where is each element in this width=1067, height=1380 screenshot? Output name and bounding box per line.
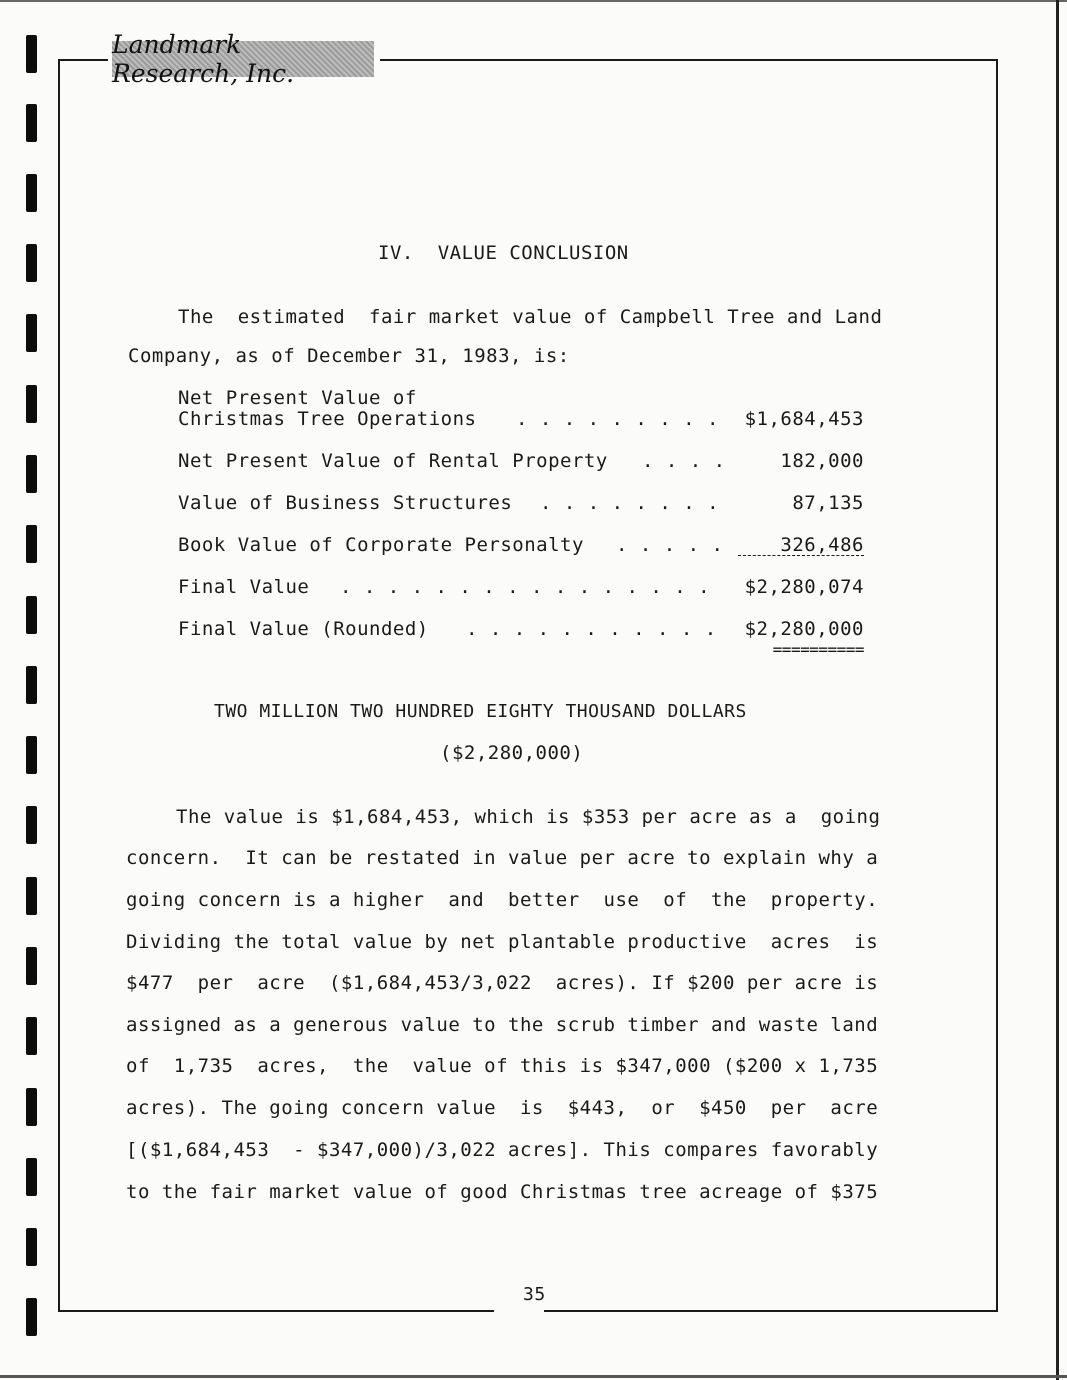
- value-row-amount: $2,280,000: [744, 618, 864, 640]
- body-line: concern. It can be restated in value per acre to explain why a: [126, 847, 879, 869]
- amount-in-words: TWO MILLION TWO HUNDRED EIGHTY THOUSAND DOLLARS: [214, 701, 747, 722]
- page-top-edge: [0, 0, 1067, 2]
- body-line: to the fair market value of good Christmas tree acreage of $375: [126, 1181, 879, 1203]
- frame-right: [996, 59, 998, 1310]
- binding-hole: [26, 1088, 37, 1126]
- binding-hole: [26, 455, 37, 493]
- page-right-edge: [1056, 0, 1059, 1380]
- amount-in-figures: ($2,280,000): [440, 742, 584, 764]
- value-row-leader: . . . . . . . . . . . . . . . .: [340, 576, 711, 598]
- value-row-leader: . . . . . . . . . . .: [466, 618, 717, 640]
- value-row-label: Book Value of Corporate Personalty: [178, 534, 584, 556]
- binding-hole: [26, 877, 37, 915]
- binding-hole: [26, 104, 37, 142]
- page-number: 35: [523, 1284, 546, 1305]
- binding-hole: [26, 1158, 37, 1196]
- intro-line-1: The estimated fair market value of Campbell Tree and Land: [178, 306, 883, 328]
- binding-hole: [26, 1228, 37, 1266]
- body-line: Dividing the total value by net plantable productive acres is: [126, 931, 879, 953]
- frame-bottom-left: [58, 1310, 494, 1312]
- total-double-rule: ==========: [772, 640, 864, 659]
- section-heading: IV. VALUE CONCLUSION: [378, 242, 629, 264]
- value-row-amount: 182,000: [780, 450, 864, 472]
- body-line: The value is $1,684,453, which is $353 per acre as a going: [176, 806, 881, 828]
- binding-hole: [26, 1298, 37, 1336]
- binding-hole: [26, 314, 37, 352]
- value-row-label: Value of Business Structures: [178, 492, 513, 514]
- company-logo-text: Landmark Research, Inc.: [112, 30, 295, 88]
- value-row-leader: . . . .: [642, 450, 726, 472]
- value-row-amount: 326,486: [780, 534, 864, 556]
- value-row-amount: 87,135: [792, 492, 864, 514]
- frame-top-left: [60, 59, 108, 61]
- binding-hole: [26, 947, 37, 985]
- frame-bottom-right: [544, 1310, 998, 1312]
- value-row-label: Christmas Tree Operations: [178, 408, 477, 430]
- intro-line-2: Company, as of December 31, 1983, is:: [128, 345, 570, 367]
- binding-hole: [26, 736, 37, 774]
- value-row-label-line-1: Net Present Value of: [178, 387, 417, 409]
- body-line: going concern is a higher and better use of the property.: [126, 889, 879, 911]
- value-row-label: Final Value: [178, 576, 310, 598]
- value-row-label: Final Value (Rounded): [178, 618, 429, 640]
- binding-hole: [26, 806, 37, 844]
- company-logo: [112, 30, 374, 88]
- value-row-leader: . . . . . . . . .: [516, 408, 719, 430]
- page-bottom-edge: [0, 1375, 1067, 1378]
- body-line: $477 per acre ($1,684,453/3,022 acres). If $200 per acre is: [126, 972, 879, 994]
- frame-top-right: [380, 59, 998, 61]
- binding-hole: [26, 35, 37, 73]
- value-row-amount: $2,280,074: [744, 576, 864, 598]
- binding-hole: [26, 525, 37, 563]
- value-row-leader: . . . . . . . .: [540, 492, 720, 514]
- binding-hole: [26, 1017, 37, 1055]
- body-line: acres). The going concern value is $443, or $450 per acre: [126, 1097, 879, 1119]
- binding-hole: [26, 244, 37, 282]
- body-line: [($1,684,453 - $347,000)/3,022 acres]. This compares favorably: [126, 1139, 879, 1161]
- frame-left: [58, 59, 60, 1310]
- body-line: of 1,735 acres, the value of this is $347,000 ($200 x 1,735: [126, 1055, 879, 1077]
- body-line: assigned as a generous value to the scrub timber and waste land: [126, 1014, 879, 1036]
- binding-hole: [26, 174, 37, 212]
- binding-hole: [26, 596, 37, 634]
- value-row-leader: . . . . .: [616, 534, 724, 556]
- binding-hole: [26, 385, 37, 423]
- value-row-amount: $1,684,453: [744, 408, 864, 430]
- binding-hole: [26, 666, 37, 704]
- value-row-label: Net Present Value of Rental Property: [178, 450, 608, 472]
